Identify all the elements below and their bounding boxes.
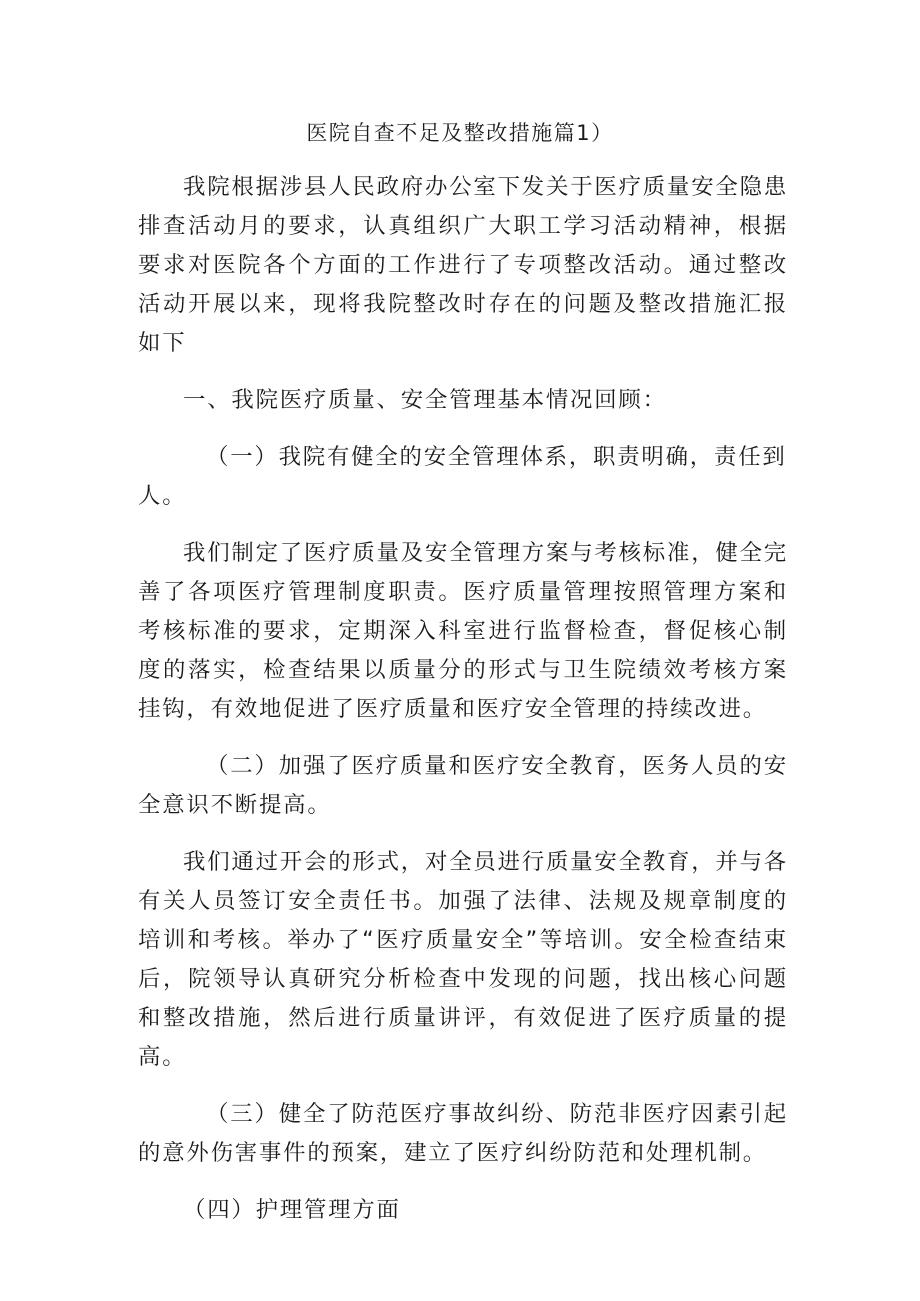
document-title: 医院自查不足及整改措施篇1） (306, 121, 614, 145)
section-heading-1: 一、我院医疗质量、安全管理基本情况回顾： (183, 387, 667, 413)
intro-paragraph: 我院根据涉县人民政府办公室下发关于医疗质量安全隐患排查活动月的要求，认真组织广大职工学习活动精神，根据要求对医院各个方面的工作进行了专项整改活动。通过整改活动开展以来，现将我院整改时存在的问题及整改措施汇报如下 (138, 174, 788, 356)
subsection-heading-4: （四）护理管理方面 (183, 1197, 401, 1223)
subsection-heading-3: （三）健全了防范医疗事故纠纷、防范非医疗因素引起的意外伤害事件的预案，建立了医疗纠纷防范和处理机制。 (138, 1101, 788, 1166)
subsection-heading-1: （一）我院有健全的安全管理体系，职责明确，责任到人。 (138, 444, 787, 509)
subsection-heading-2: （二）加强了医疗质量和医疗安全教育，医务人员的安全意识不断提高。 (138, 753, 788, 818)
paragraph-management-plan: 我们制定了医疗质量及安全管理方案与考核标准，健全完善了各项医疗管理制度职责。医疗质量管理按照管理方案和考核标准的要求，定期深入科室进行监督检查，督促核心制度的落实，检查结果以质量分的形式与卫生院绩效考核方案挂钩，有效地促进了医疗质量和医疗安全管理的持续改进。 (138, 540, 788, 722)
paragraph-safety-education: 我们通过开会的形式，对全员进行质量安全教育，并与各有关人员签订安全责任书。加强了法律、法规及规章制度的培训和考核。举办了“医疗质量安全”等培训。安全检查结束后，院领导认真研究分析检查中发现的问题，找出核心问题和整改措施，然后进行质量讲评，有效促进了医疗质量的提高。 (138, 849, 788, 1070)
document-body (138, 168, 788, 1230)
